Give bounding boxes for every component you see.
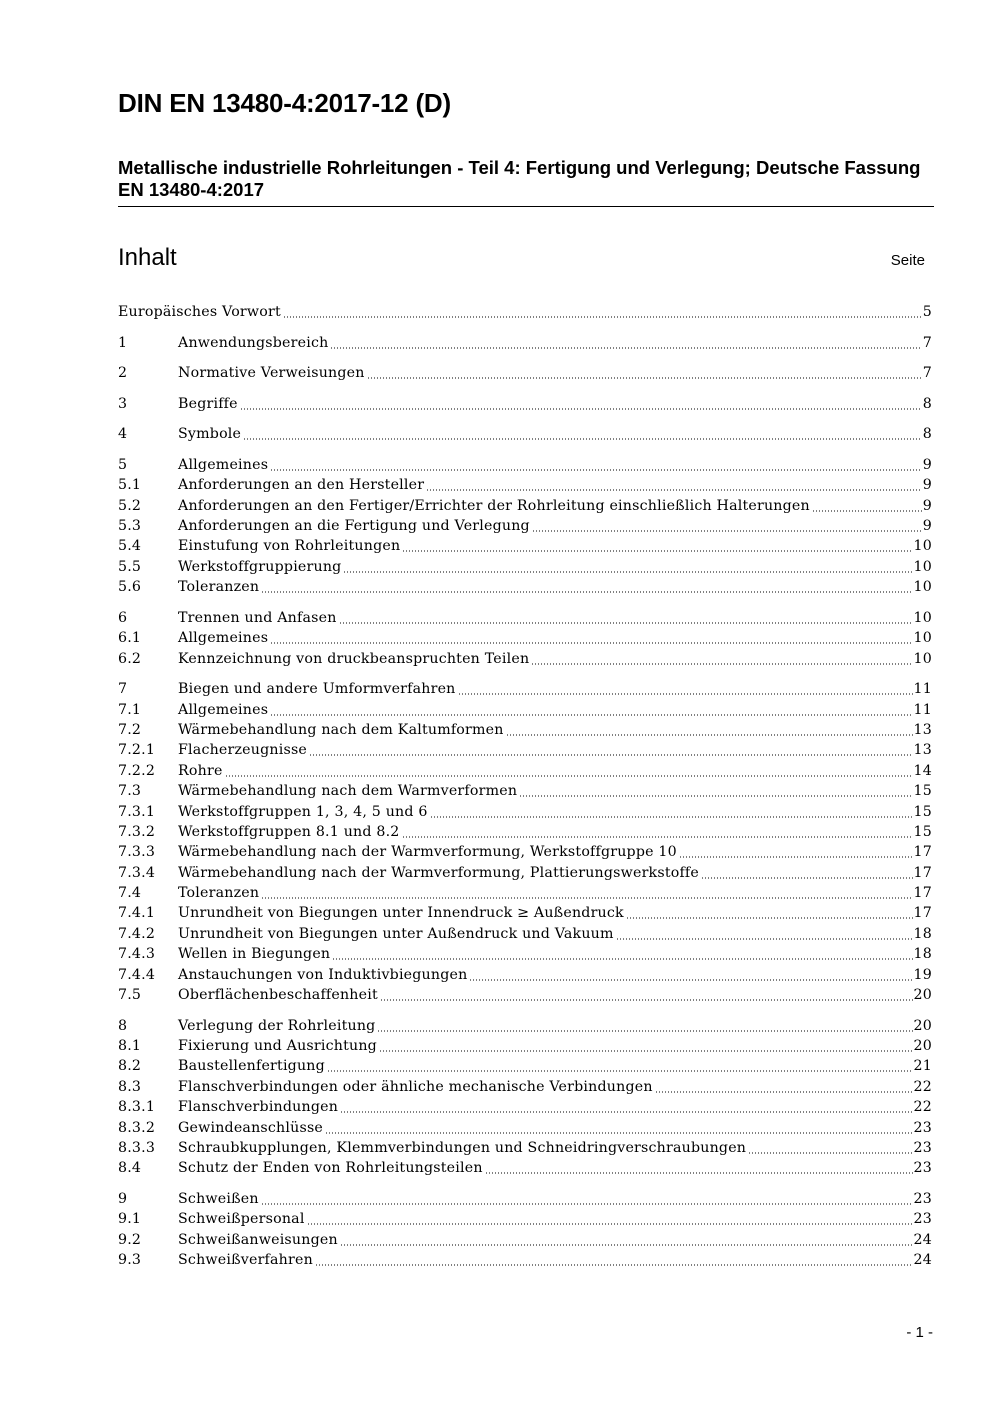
toc-entry-page: 22 bbox=[913, 1078, 932, 1095]
toc-entry-number: 7.3.4 bbox=[118, 864, 156, 881]
toc-entry-page: 7 bbox=[922, 365, 932, 382]
toc-page-column-label: Seite bbox=[890, 252, 925, 269]
toc-entry-title: Wärmebehandlung nach der Warmverformung, Plattierungswerkstoffe bbox=[178, 863, 701, 883]
toc-dot-leader bbox=[531, 663, 912, 665]
toc-entry-page: 7 bbox=[922, 334, 932, 351]
toc-dot-leader bbox=[261, 897, 912, 899]
toc-entry-title: Wärmebehandlung nach der Warmverformung, Werkstoffgruppe 10 bbox=[178, 842, 679, 862]
toc-entry-title: Toleranzen bbox=[178, 577, 261, 597]
toc-entry-title: Rohre bbox=[178, 761, 225, 781]
toc-entry[interactable] bbox=[118, 1250, 932, 1270]
toc-entry-page: 14 bbox=[913, 762, 932, 779]
toc-dot-leader bbox=[270, 714, 912, 716]
toc-entry-number: 8.3.1 bbox=[118, 1099, 156, 1116]
toc-entry-number: 9 bbox=[118, 1190, 128, 1207]
toc-entry[interactable] bbox=[118, 475, 932, 495]
toc-entry[interactable] bbox=[118, 1138, 932, 1158]
toc-dot-leader bbox=[379, 1050, 913, 1052]
toc-entry-page: 9 bbox=[922, 518, 932, 535]
toc-entry-number: 7.3.3 bbox=[118, 844, 156, 861]
toc-entry-number: 8.2 bbox=[118, 1058, 142, 1075]
toc-entry[interactable] bbox=[118, 1230, 932, 1250]
document-subtitle: Metallische industrielle Rohrleitungen - Teil 4: Fertigung und Verlegung; Deutsche Fassung EN 13480-4:2017 bbox=[118, 157, 921, 200]
toc-entry-title: Schraubkupplungen, Klemmverbindungen und Schneidringverschraubungen bbox=[178, 1138, 748, 1158]
toc-entry[interactable] bbox=[118, 944, 932, 964]
toc-entry[interactable] bbox=[118, 802, 932, 822]
toc-entry-title: Gewindeanschlüsse bbox=[178, 1118, 325, 1138]
toc-dot-leader bbox=[225, 775, 913, 777]
toc-dot-leader bbox=[430, 816, 913, 818]
toc-dot-leader bbox=[626, 917, 913, 919]
toc-entry-title: Anforderungen an den Fertiger/Errichter der Rohrleitung einschließlich Halterungen bbox=[178, 496, 812, 516]
toc-entry[interactable] bbox=[118, 516, 932, 536]
toc-entry-number: 8.1 bbox=[118, 1038, 142, 1054]
toc-entry[interactable] bbox=[118, 649, 932, 669]
toc-entry-number: 4 bbox=[118, 426, 128, 443]
toc-entry-number: 7.3.1 bbox=[118, 803, 156, 820]
toc-entry-page: 17 bbox=[913, 885, 932, 902]
toc-entry-title: Flanschverbindungen bbox=[178, 1097, 340, 1117]
toc-entry[interactable] bbox=[118, 302, 932, 322]
toc-entry-page: 8 bbox=[922, 426, 932, 443]
toc-entry-number: 8.3.3 bbox=[118, 1139, 156, 1156]
toc-entry-title: Verlegung der Rohrleitung bbox=[178, 1016, 377, 1036]
toc-entry-number: 7.4.4 bbox=[118, 966, 156, 983]
toc-dot-leader bbox=[469, 979, 912, 981]
toc-entry-number: 5.5 bbox=[118, 558, 142, 575]
toc-entry-title: Symbole bbox=[178, 424, 243, 444]
toc-entry-title: Oberflächenbeschaffenheit bbox=[178, 985, 380, 1005]
toc-entry[interactable] bbox=[118, 1118, 932, 1138]
toc-entry-number: 7.5 bbox=[118, 987, 142, 1004]
toc-dot-leader bbox=[261, 591, 912, 593]
toc-entry-number: 7.4.3 bbox=[118, 946, 156, 963]
toc-entry[interactable] bbox=[118, 557, 932, 577]
toc-entry[interactable] bbox=[118, 924, 932, 944]
toc-dot-leader bbox=[261, 1203, 913, 1205]
toc-entry-title: Anwendungsbereich bbox=[178, 333, 330, 353]
toc-entry-number: 7.3 bbox=[118, 783, 142, 800]
page-number: - 1 - bbox=[906, 1324, 933, 1341]
toc-entry-page: 20 bbox=[913, 1017, 932, 1034]
toc-dot-leader bbox=[485, 1172, 913, 1174]
toc-dot-leader bbox=[307, 1223, 913, 1225]
toc-entry-page: 10 bbox=[913, 609, 932, 626]
toc-entry-number: 2 bbox=[118, 365, 128, 382]
toc-entry-page: 17 bbox=[913, 844, 932, 861]
toc-entry-number: 7.4.2 bbox=[118, 925, 156, 942]
toc-entry-number: 9.2 bbox=[118, 1231, 142, 1248]
toc-dot-leader bbox=[270, 642, 912, 644]
toc-entry-page: 10 bbox=[913, 558, 932, 575]
toc-entry[interactable] bbox=[118, 1097, 932, 1117]
toc-dot-leader bbox=[343, 571, 912, 573]
toc-entry-page: 11 bbox=[913, 681, 932, 698]
toc-dot-leader bbox=[748, 1152, 912, 1154]
toc-entry-number: 1 bbox=[118, 334, 128, 351]
toc-entry-title: Wärmebehandlung nach dem Kaltumformen bbox=[178, 720, 506, 740]
toc-entry[interactable] bbox=[118, 883, 932, 903]
document-title: DIN EN 13480-4:2017-12 (D) bbox=[118, 88, 451, 118]
toc-heading: Inhalt bbox=[118, 244, 177, 271]
toc-entry[interactable] bbox=[118, 903, 932, 923]
toc-entry[interactable] bbox=[118, 965, 932, 985]
toc-entry-number: 8 bbox=[118, 1017, 128, 1034]
toc-dot-leader bbox=[240, 408, 922, 410]
toc-entry-page: 9 bbox=[922, 497, 932, 514]
table-of-contents bbox=[118, 302, 932, 1270]
toc-entry-title: Schweißen bbox=[178, 1189, 261, 1209]
toc-dot-leader bbox=[506, 734, 913, 736]
toc-entry-page: 5 bbox=[922, 304, 932, 320]
toc-entry-number: 8.3 bbox=[118, 1078, 142, 1095]
toc-entry[interactable] bbox=[118, 1077, 932, 1097]
toc-dot-leader bbox=[701, 877, 913, 879]
toc-entry-number: 5.4 bbox=[118, 538, 142, 555]
toc-dot-leader bbox=[458, 693, 913, 695]
toc-entry-title: Schutz der Enden von Rohrleitungsteilen bbox=[178, 1158, 485, 1178]
toc-entry-number: 5.6 bbox=[118, 579, 142, 596]
toc-entry-title: Trennen und Anfasen bbox=[178, 608, 339, 628]
toc-entry-number: 5.2 bbox=[118, 497, 142, 514]
toc-entry[interactable] bbox=[118, 1056, 932, 1076]
toc-entry[interactable] bbox=[118, 822, 932, 842]
toc-entry-title: Fixierung und Ausrichtung bbox=[178, 1036, 379, 1056]
toc-entry-title: Schweißpersonal bbox=[178, 1209, 307, 1229]
toc-entry-page: 15 bbox=[913, 803, 932, 820]
toc-entry-page: 10 bbox=[913, 630, 932, 647]
toc-entry-number: 8.4 bbox=[118, 1160, 142, 1177]
toc-entry-page: 17 bbox=[913, 864, 932, 881]
toc-entry[interactable] bbox=[118, 761, 932, 781]
toc-entry-title: Flanschverbindungen oder ähnliche mechanische Verbindungen bbox=[178, 1077, 655, 1097]
toc-dot-leader bbox=[270, 469, 922, 471]
toc-dot-leader bbox=[340, 1244, 913, 1246]
toc-entry-number: 7.2.2 bbox=[118, 762, 156, 779]
toc-entry[interactable] bbox=[118, 1189, 932, 1209]
toc-entry-page: 17 bbox=[913, 905, 932, 922]
toc-entry-number: 6.2 bbox=[118, 650, 142, 667]
toc-dot-leader bbox=[327, 1070, 913, 1072]
toc-dot-leader bbox=[402, 836, 913, 838]
toc-entry-page: 23 bbox=[913, 1139, 932, 1156]
toc-dot-leader bbox=[616, 938, 913, 940]
toc-entry-title: Kennzeichnung von druckbeanspruchten Teilen bbox=[178, 649, 531, 669]
toc-entry-page: 10 bbox=[913, 650, 932, 667]
toc-dot-leader bbox=[655, 1091, 913, 1093]
toc-dot-leader bbox=[812, 510, 922, 512]
toc-entry-number: 7 bbox=[118, 681, 128, 698]
toc-entry[interactable] bbox=[118, 1016, 932, 1036]
toc-entry-page: 18 bbox=[913, 946, 932, 963]
toc-entry-title: Anforderungen an die Fertigung und Verlegung bbox=[178, 516, 532, 536]
toc-dot-leader bbox=[519, 795, 912, 797]
toc-dot-leader bbox=[332, 958, 912, 960]
toc-entry[interactable] bbox=[118, 1158, 932, 1178]
toc-entry-page: 24 bbox=[913, 1252, 932, 1269]
toc-entry-title: Wärmebehandlung nach dem Warmverformen bbox=[178, 781, 519, 801]
toc-entry-title: Wellen in Biegungen bbox=[178, 944, 332, 964]
toc-entry-number: 5 bbox=[118, 456, 128, 473]
toc-entry-number: 7.2 bbox=[118, 721, 142, 738]
toc-entry-page: 15 bbox=[913, 823, 932, 840]
toc-entry[interactable] bbox=[118, 363, 932, 383]
toc-entry-title: Schweißanweisungen bbox=[178, 1230, 340, 1250]
toc-entry-title: Toleranzen bbox=[178, 883, 261, 903]
toc-entry-number: 7.4 bbox=[118, 885, 142, 902]
toc-dot-leader bbox=[532, 530, 922, 532]
toc-entry[interactable] bbox=[118, 577, 932, 597]
toc-entry-number: 6 bbox=[118, 609, 128, 626]
toc-entry-title: Anforderungen an den Hersteller bbox=[178, 475, 426, 495]
toc-entry-page: 23 bbox=[913, 1119, 932, 1136]
toc-entry[interactable] bbox=[118, 842, 932, 862]
toc-entry-title: Unrundheit von Biegungen unter Innendruck ≥ Außendruck bbox=[178, 903, 626, 923]
toc-entry-title: Einstufung von Rohrleitungen bbox=[178, 536, 402, 556]
toc-entry-title: Biegen und andere Umformverfahren bbox=[178, 679, 458, 699]
toc-entry[interactable] bbox=[118, 679, 932, 699]
toc-entry[interactable] bbox=[118, 455, 932, 475]
toc-dot-leader bbox=[309, 754, 913, 756]
toc-entry[interactable] bbox=[118, 1036, 932, 1056]
toc-entry-title: Allgemeines bbox=[178, 700, 270, 720]
toc-entry-title: Werkstoffgruppierung bbox=[178, 557, 343, 577]
toc-entry-number: 5.1 bbox=[118, 477, 142, 494]
toc-dot-leader bbox=[330, 347, 921, 349]
toc-entry[interactable] bbox=[118, 608, 932, 628]
toc-entry-page: 23 bbox=[913, 1211, 932, 1228]
toc-dot-leader bbox=[367, 377, 922, 379]
toc-entry[interactable] bbox=[118, 720, 932, 740]
toc-entry[interactable] bbox=[118, 740, 932, 760]
toc-entry-title: Normative Verweisungen bbox=[178, 363, 367, 383]
toc-entry-number: 7.3.2 bbox=[118, 823, 156, 840]
toc-entry-page: 10 bbox=[913, 579, 932, 596]
toc-entry-number: 9.3 bbox=[118, 1252, 142, 1269]
toc-entry-title: Begriffe bbox=[178, 394, 240, 414]
title-divider bbox=[118, 206, 934, 207]
toc-entry-title: Allgemeines bbox=[178, 628, 270, 648]
toc-entry-title: Unrundheit von Biegungen unter Außendruck und Vakuum bbox=[178, 924, 616, 944]
toc-dot-leader bbox=[679, 856, 913, 858]
toc-entry-page: 10 bbox=[913, 538, 932, 555]
toc-entry-number: 6.1 bbox=[118, 630, 142, 647]
toc-entry-number: 7.1 bbox=[118, 701, 142, 718]
toc-entry-page: 19 bbox=[913, 966, 932, 983]
toc-dot-leader bbox=[380, 999, 913, 1001]
toc-entry-page: 8 bbox=[922, 395, 932, 412]
toc-dot-leader bbox=[402, 550, 912, 552]
toc-entry-title: Allgemeines bbox=[178, 455, 270, 475]
toc-entry-title: Flacherzeugnisse bbox=[178, 740, 309, 760]
toc-entry[interactable] bbox=[118, 333, 932, 353]
toc-entry-page: 9 bbox=[922, 477, 932, 494]
toc-dot-leader bbox=[340, 1111, 912, 1113]
toc-dot-leader bbox=[315, 1264, 913, 1266]
toc-dot-leader bbox=[243, 438, 922, 440]
toc-entry-number: 9.1 bbox=[118, 1211, 142, 1228]
toc-entry-page: 24 bbox=[913, 1231, 932, 1248]
toc-dot-leader bbox=[339, 622, 913, 624]
toc-entry-page: 13 bbox=[913, 721, 932, 738]
toc-entry-page: 20 bbox=[913, 987, 932, 1004]
toc-entry-page: 11 bbox=[913, 701, 932, 718]
toc-entry-title: Werkstoffgruppen 1, 3, 4, 5 und 6 bbox=[178, 802, 430, 822]
toc-entry-title: Schweißverfahren bbox=[178, 1250, 315, 1270]
toc-entry-page: 13 bbox=[913, 742, 932, 759]
toc-entry-page: 18 bbox=[913, 925, 932, 942]
toc-entry-page: 21 bbox=[913, 1058, 932, 1075]
toc-entry-number: 7.2.1 bbox=[118, 742, 156, 759]
toc-entry[interactable] bbox=[118, 781, 932, 801]
toc-entry-page: 9 bbox=[922, 456, 932, 473]
toc-entry-number: 5.3 bbox=[118, 518, 142, 535]
toc-entry-page: 20 bbox=[913, 1038, 932, 1054]
toc-entry-page: 23 bbox=[913, 1190, 932, 1207]
toc-entry[interactable] bbox=[118, 496, 932, 516]
toc-entry[interactable] bbox=[118, 536, 932, 556]
toc-entry-title: Anstauchungen von Induktivbiegungen bbox=[178, 965, 469, 985]
toc-entry-title: Europäisches Vorwort bbox=[118, 302, 283, 322]
toc-entry-page: 15 bbox=[913, 783, 932, 800]
toc-dot-leader bbox=[325, 1132, 913, 1134]
toc-entry-title: Baustellenfertigung bbox=[178, 1056, 327, 1076]
toc-entry-title: Werkstoffgruppen 8.1 und 8.2 bbox=[178, 822, 402, 842]
toc-entry[interactable] bbox=[118, 700, 932, 720]
toc-entry[interactable] bbox=[118, 1209, 932, 1229]
toc-dot-leader bbox=[426, 489, 922, 491]
toc-entry-number: 7.4.1 bbox=[118, 905, 156, 922]
toc-entry[interactable] bbox=[118, 424, 932, 444]
toc-entry[interactable] bbox=[118, 863, 932, 883]
toc-entry-number: 3 bbox=[118, 395, 128, 412]
toc-entry[interactable] bbox=[118, 985, 932, 1005]
toc-dot-leader bbox=[377, 1030, 912, 1032]
toc-entry-page: 23 bbox=[913, 1160, 932, 1177]
toc-entry-page: 22 bbox=[913, 1099, 932, 1116]
toc-entry[interactable] bbox=[118, 628, 932, 648]
toc-entry[interactable] bbox=[118, 394, 932, 414]
toc-entry-number: 8.3.2 bbox=[118, 1119, 156, 1136]
toc-dot-leader bbox=[283, 316, 922, 318]
